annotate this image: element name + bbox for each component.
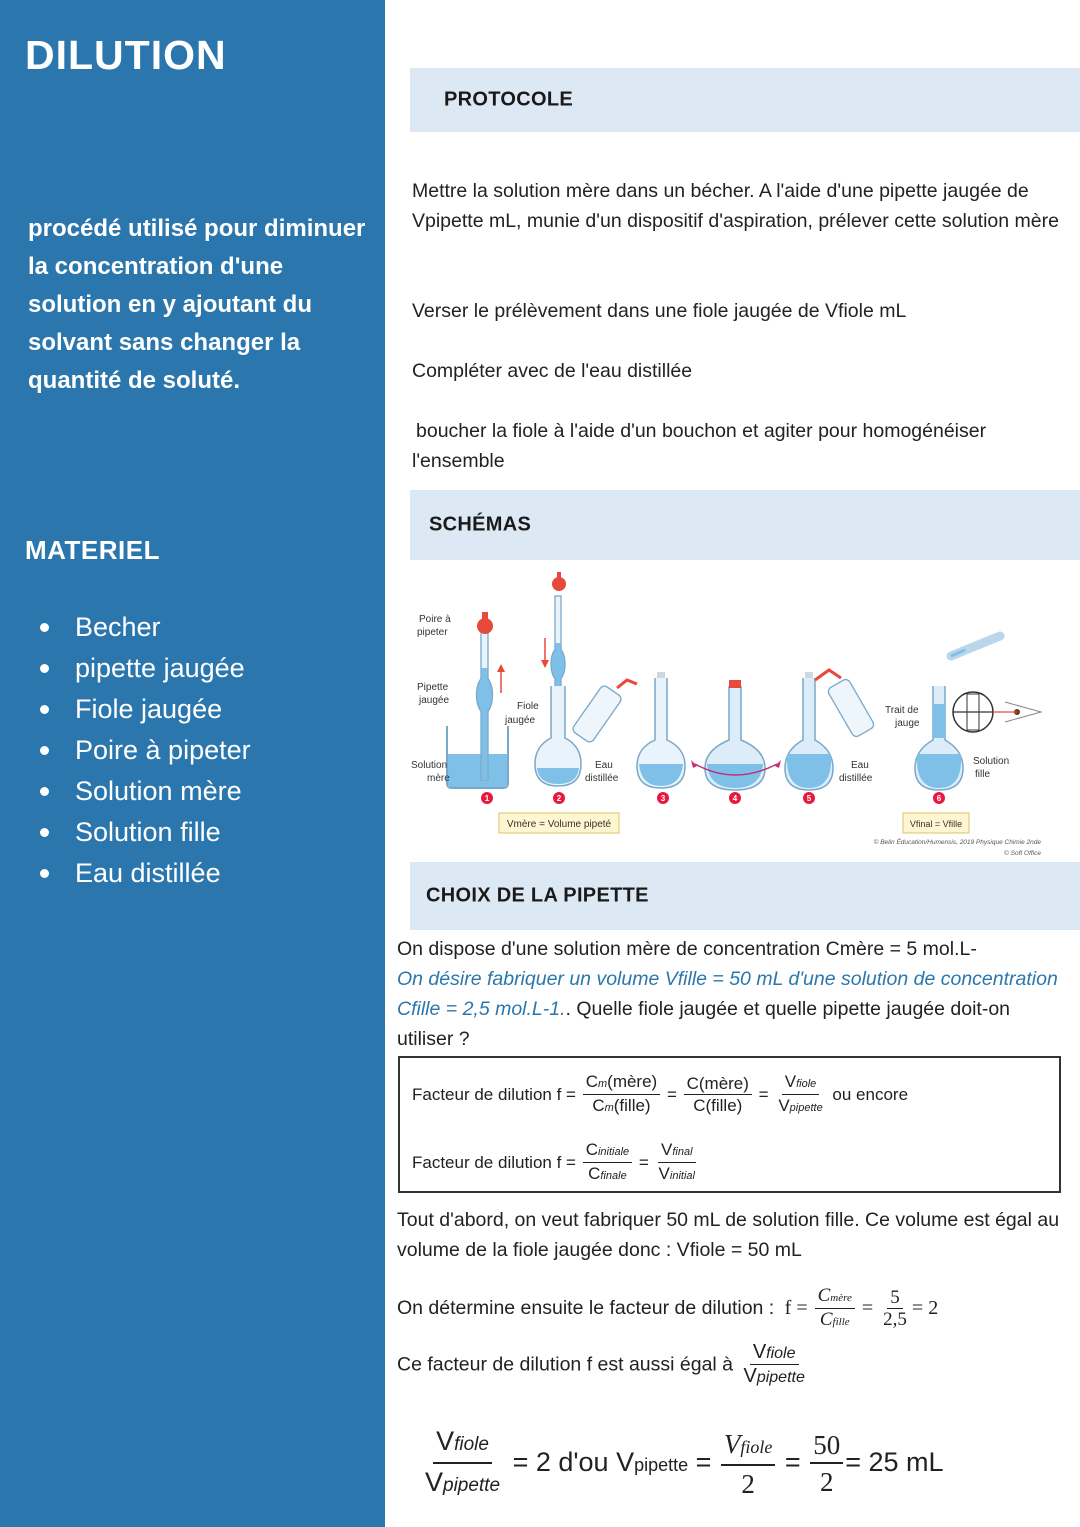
step-number-5: 5 (806, 794, 812, 803)
definition-text: procédé utilisé pour diminuer la concentration d'une solution en y ajoutant du solvant sans changer la quantité de soluté. (28, 215, 366, 394)
label-fiole: Fiole (517, 701, 539, 712)
formula-2: Facteur de dilution f = $\frac{\text{Cinitiale}}{\text{Cfinale}}$ = $\frac{\text{Vfinal}}{\text{Vinitial}}$ (412, 1140, 695, 1183)
label-eau-1: Eau (595, 760, 613, 771)
final-equation: $\frac{\text{Vfiole}}{\text{Vpipette}}$ = 2 d'ou Vpipette = $\frac{\text{Vfiole}}{2}$ = $\frac{50}{2}$ = 25 mL (425, 1426, 944, 1499)
step-number-3: 3 (660, 794, 666, 803)
protocole-step-3: Compléter avec de l'eau distillée (412, 360, 693, 382)
bullet-icon (40, 828, 49, 837)
choix-paragraph-3: Ce facteur de dilution f est aussi égal à $\frac{\text{Vfiole}}{\text{Vpipette}}$ (397, 1341, 805, 1387)
step-number-1: 1 (484, 794, 490, 803)
protocole-step-2: Verser le prélèvement dans une fiole jaugée de Vfiole mL (412, 300, 907, 322)
protocole-step-1: Mettre la solution mère dans un bécher. A l'aide d'une pipette jaugée de Vpipette mL, munie d'un dispositif d'aspiration, prélever cette solution mère (412, 180, 1059, 232)
bullet-icon (40, 705, 49, 714)
svg-text:jauge: jauge (895, 718, 920, 729)
choix-intro-highlight: On désire fabriquer un volume Vfille = 50 mL d'une solution de concentration Cfille = 2,5 mol.L-1. (397, 968, 1058, 1020)
step-number-2: 2 (556, 794, 562, 803)
vfinal-box: Vfinal = Vfille (909, 819, 963, 829)
sidebar (0, 0, 385, 1527)
protocole-heading: PROTOCOLE (444, 88, 574, 111)
schema-step-4 (691, 680, 781, 790)
formula-box (398, 1056, 1061, 1193)
svg-text:distillée: distillée (839, 773, 873, 784)
schema-step-5 (785, 670, 875, 790)
label-pipette: Pipette (417, 682, 449, 693)
label-eau-2: Eau (851, 760, 869, 771)
page-title: DILUTION (25, 32, 227, 78)
svg-text:fille: fille (975, 769, 991, 780)
bullet-icon (40, 746, 49, 755)
schemas-heading-band (410, 490, 1080, 560)
credit-text-2: © Soft Office (1004, 850, 1041, 857)
list-item: Poire à pipeter (40, 730, 251, 771)
materiel-heading: MATERIEL (25, 535, 160, 565)
choix-paragraph-1: Tout d'abord, on veut fabriquer 50 mL de solution fille. Ce volume est égal au volume de la fiole jaugée donc : Vfiole = 50 mL (397, 1209, 1060, 1261)
protocole-heading-band (410, 68, 1080, 132)
materiel-list (40, 607, 251, 894)
label-solution-mere: Solution (411, 760, 448, 771)
dilution-schema (405, 568, 1065, 863)
bullet-icon (40, 664, 49, 673)
step-number-4: 4 (732, 794, 738, 803)
choix-heading-band (410, 862, 1080, 930)
label-trait: Trait de (885, 705, 919, 716)
list-item: pipette jaugée (40, 648, 251, 689)
list-item: Eau distillée (40, 853, 251, 894)
credit-text: © Belin Éducation/Humensis, 2019 Physique Chimie 2nde (873, 839, 1041, 846)
protocole-step-4: boucher la fiole à l'aide d'un bouchon et agiter pour homogénéiser l'ensemble (412, 420, 987, 472)
schemas-heading: SCHÉMAS (429, 513, 532, 536)
svg-text:jaugée: jaugée (505, 715, 536, 726)
schema-step-1 (447, 612, 508, 788)
step-number-6: 6 (936, 794, 942, 803)
svg-text:mère: mère (427, 773, 450, 784)
svg-text:jaugée: jaugée (419, 695, 450, 706)
bullet-icon (40, 869, 49, 878)
schema-step-3 (571, 672, 685, 788)
list-item: Fiole jaugée (40, 689, 251, 730)
label-poire: Poire à (419, 614, 451, 625)
list-item: Solution mère (40, 771, 251, 812)
choix-heading: CHOIX DE LA PIPETTE (426, 884, 649, 907)
svg-text:pipeter: pipeter (417, 627, 448, 638)
bullet-icon (40, 623, 49, 632)
label-solution-fille: Solution (973, 756, 1010, 767)
schema-step-2 (535, 572, 581, 786)
svg-text:distillée: distillée (585, 773, 619, 784)
formula-1: Facteur de dilution f = $\frac{\text{Cm(mère)}}{\text{Cm(fille)}}$ = $\frac{\text{C(mère)}}{\text{C(fille)}}$ = $\frac{\text{Vfiole}}{\text{Vpipette}}$ ou encore (412, 1072, 909, 1115)
list-item: Solution fille (40, 812, 251, 853)
choix-intro: On dispose d'une solution mère de concentration Cmère = 5 mol.L- On désire fabriquer un volume Vfille = 50 mL d'une solution de concentration Cfille = 2,5 mol.L-1.. Quelle fiole jaugée et quelle pipette jaugée doit-on utiliser ? (397, 938, 1058, 1050)
choix-paragraph-2: On détermine ensuite le facteur de dilution : f = $\frac{\text{Cmère}}{\text{Cfille}}$ = $\frac{5}{2,5}$ = 2 (397, 1285, 939, 1330)
vmere-box: Vmère = Volume pipeté (506, 819, 612, 830)
bullet-icon (40, 787, 49, 796)
list-item: Becher (40, 607, 251, 648)
